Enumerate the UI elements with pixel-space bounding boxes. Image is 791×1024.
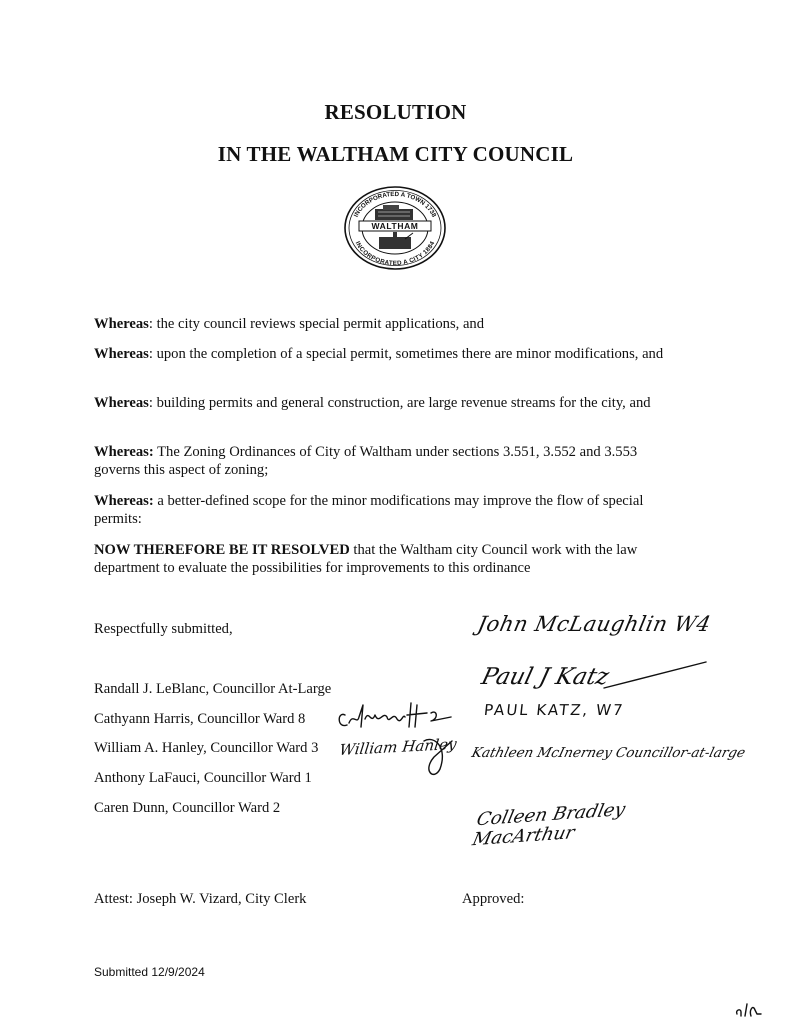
sponsor-4: Anthony LaFauci, Councillor Ward 1	[94, 770, 312, 786]
sponsor-3: William A. Hanley, Councillor Ward 3	[94, 740, 319, 756]
resolved-clause	[94, 541, 684, 577]
signature-bradley: Colleen Bradley MacArthur	[470, 799, 628, 851]
clause-5	[94, 492, 684, 528]
clause-text: building permits and general construction, are large revenue streams for the city, and	[152, 395, 651, 411]
signature-katz-printed: PAUL KATZ, W7	[483, 701, 626, 719]
attest-line: Attest: Joseph W. Vizard, City Clerk	[94, 891, 307, 907]
clause-text: a better-defined scope for the minor modifications may improve the flow of special permits:	[94, 493, 644, 527]
signature-katz: Paul J Katz	[478, 664, 612, 690]
clause-3	[94, 394, 684, 412]
initials-mark	[733, 1000, 773, 1020]
clause-lead: NOW THEREFORE BE IT RESOLVED	[94, 542, 350, 558]
document-subtitle: IN THE WALTHAM CITY COUNCIL	[217, 142, 574, 166]
closing-line: Respectfully submitted,	[94, 621, 233, 637]
document-title: RESOLUTION	[324, 100, 467, 124]
clause-2	[94, 345, 684, 363]
clause-4	[94, 443, 684, 479]
clause-lead: Whereas:	[94, 444, 154, 460]
clause-lead: Whereas:	[94, 493, 154, 509]
clause-lead: Whereas	[94, 346, 149, 362]
clause-lead: Whereas	[94, 316, 149, 332]
sponsor-1: Randall J. LeBlanc, Councillor At-Large	[94, 681, 332, 697]
clause-lead: Whereas	[94, 395, 149, 411]
approved-line: Approved:	[462, 891, 525, 907]
clause-text: that the Waltham city Council work with the law department to evaluate the possibilities for improvements to this ordinance	[94, 542, 638, 576]
seal-top-text: INCORPORATED A TOWN 1738	[352, 190, 438, 219]
clause-1	[94, 315, 684, 333]
sponsor-2: Cathyann Harris, Councillor Ward 8	[94, 711, 306, 727]
waltham-city-seal	[343, 185, 447, 271]
seal-center-text: WALTHAM	[371, 221, 419, 232]
clause-sep: :	[148, 316, 153, 332]
clause-text: The Zoning Ordinances of City of Waltham under sections 3.551, 3.552 and 3.553 governs this aspect of zoning;	[94, 444, 638, 478]
clause-text: upon the completion of a special permit, sometimes there are minor modifications, and	[152, 346, 664, 362]
seal-bottom-text: INCORPORATED A CITY 1884	[353, 240, 437, 268]
submitted-date: Submitted 12/9/2024	[94, 965, 205, 979]
clause-sep: :	[148, 395, 153, 411]
clause-text: the city council reviews special permit applications, and	[152, 316, 485, 332]
signature-mcinerney: Kathleen McInerney Councillor-at-large	[470, 745, 747, 761]
signature-hanley: William Hanley	[338, 734, 458, 760]
clause-sep: :	[148, 346, 153, 362]
signature-hanley-flourish	[420, 735, 460, 780]
signature-katz-flourish	[600, 660, 710, 690]
signature-mclaughlin: John McLaughlin W4	[475, 612, 714, 636]
signature-harris	[335, 695, 465, 735]
sponsor-5: Caren Dunn, Councillor Ward 2	[94, 800, 281, 816]
